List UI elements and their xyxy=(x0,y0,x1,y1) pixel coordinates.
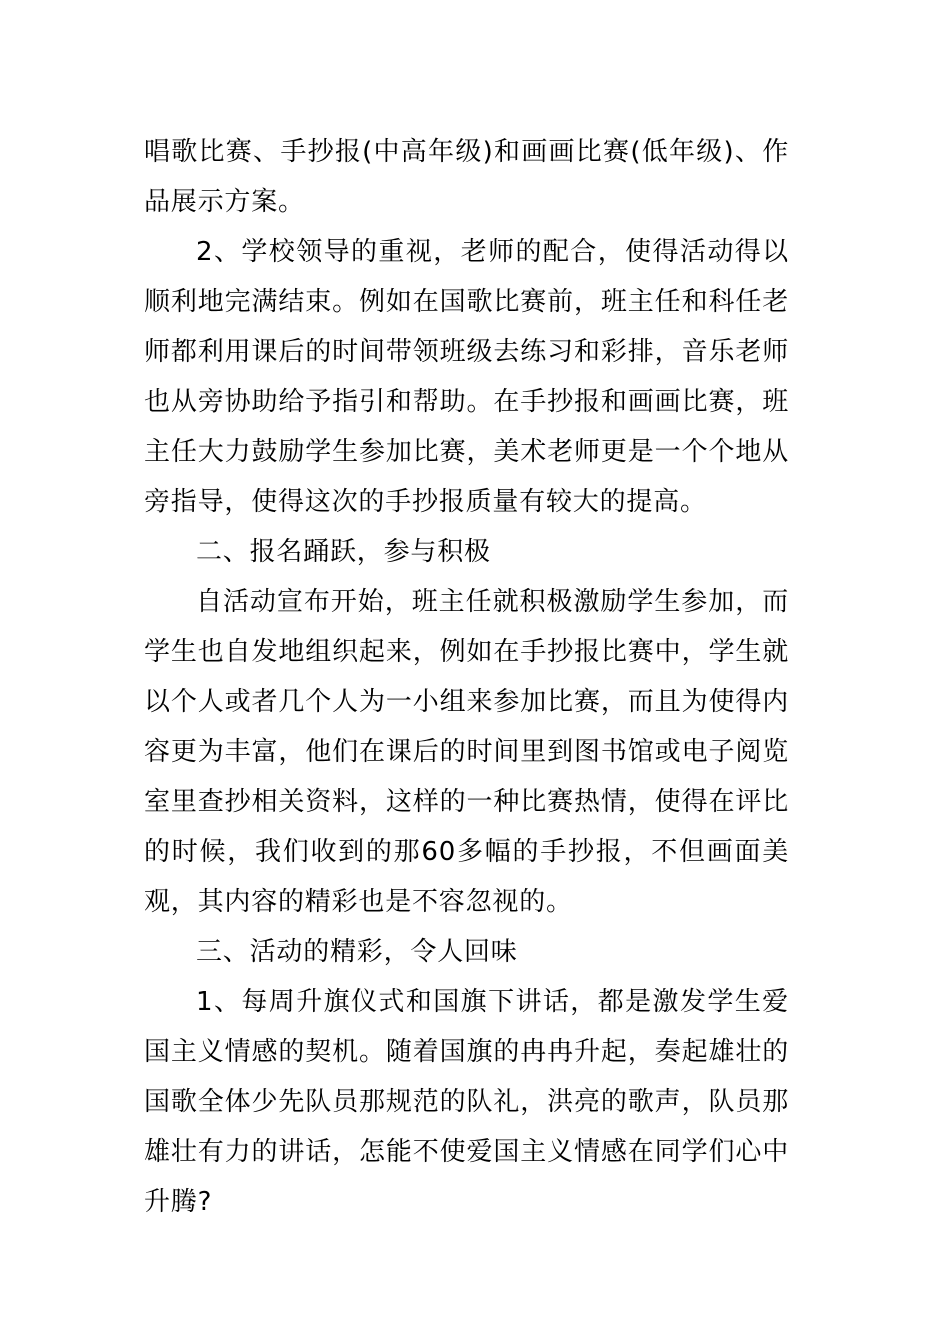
section-heading-3: 三、活动的精彩，令人回味 xyxy=(196,937,518,967)
paragraph-point-1: 1、每周升旗仪式和国旗下讲话，都是激发学生爱国主义情感的契机。随着国旗的冉冉升起，奏起雄壮的国歌全体少先队员那规范的队礼，洪亮的歌声，队员那雄壮有力的讲话，怎能不使爱国主义情感在同学们心中升腾? xyxy=(144,987,789,1217)
section-heading-2: 二、报名踊跃，参与积极 xyxy=(196,537,491,567)
document-body xyxy=(144,127,789,1227)
paragraph-registration: 自活动宣布开始，班主任就积极激励学生参加，而学生也自发地组织起来，例如在手抄报比赛中，学生就以个人或者几个人为一小组来参加比赛，而且为使得内容更为丰富，他们在课后的时间里到图书馆或电子阅览室里查抄相关资料，这样的一种比赛热情，使得在评比的时候，我们收到的那60多幅的手抄报，不但画面美观，其内容的精彩也是不容忽视的。 xyxy=(144,587,789,917)
paragraph-continuation: 唱歌比赛、手抄报(中高年级)和画画比赛(低年级)、作品展示方案。 xyxy=(144,137,789,217)
paragraph-point-2: 2、学校领导的重视，老师的配合，使得活动得以顺利地完满结束。例如在国歌比赛前，班主任和科任老师都利用课后的时间带领班级去练习和彩排，音乐老师也从旁协助给予指引和帮助。在手抄报和画画比赛，班主任大力鼓励学生参加比赛，美术老师更是一个个地从旁指导，使得这次的手抄报质量有较大的提高。 xyxy=(144,237,789,517)
